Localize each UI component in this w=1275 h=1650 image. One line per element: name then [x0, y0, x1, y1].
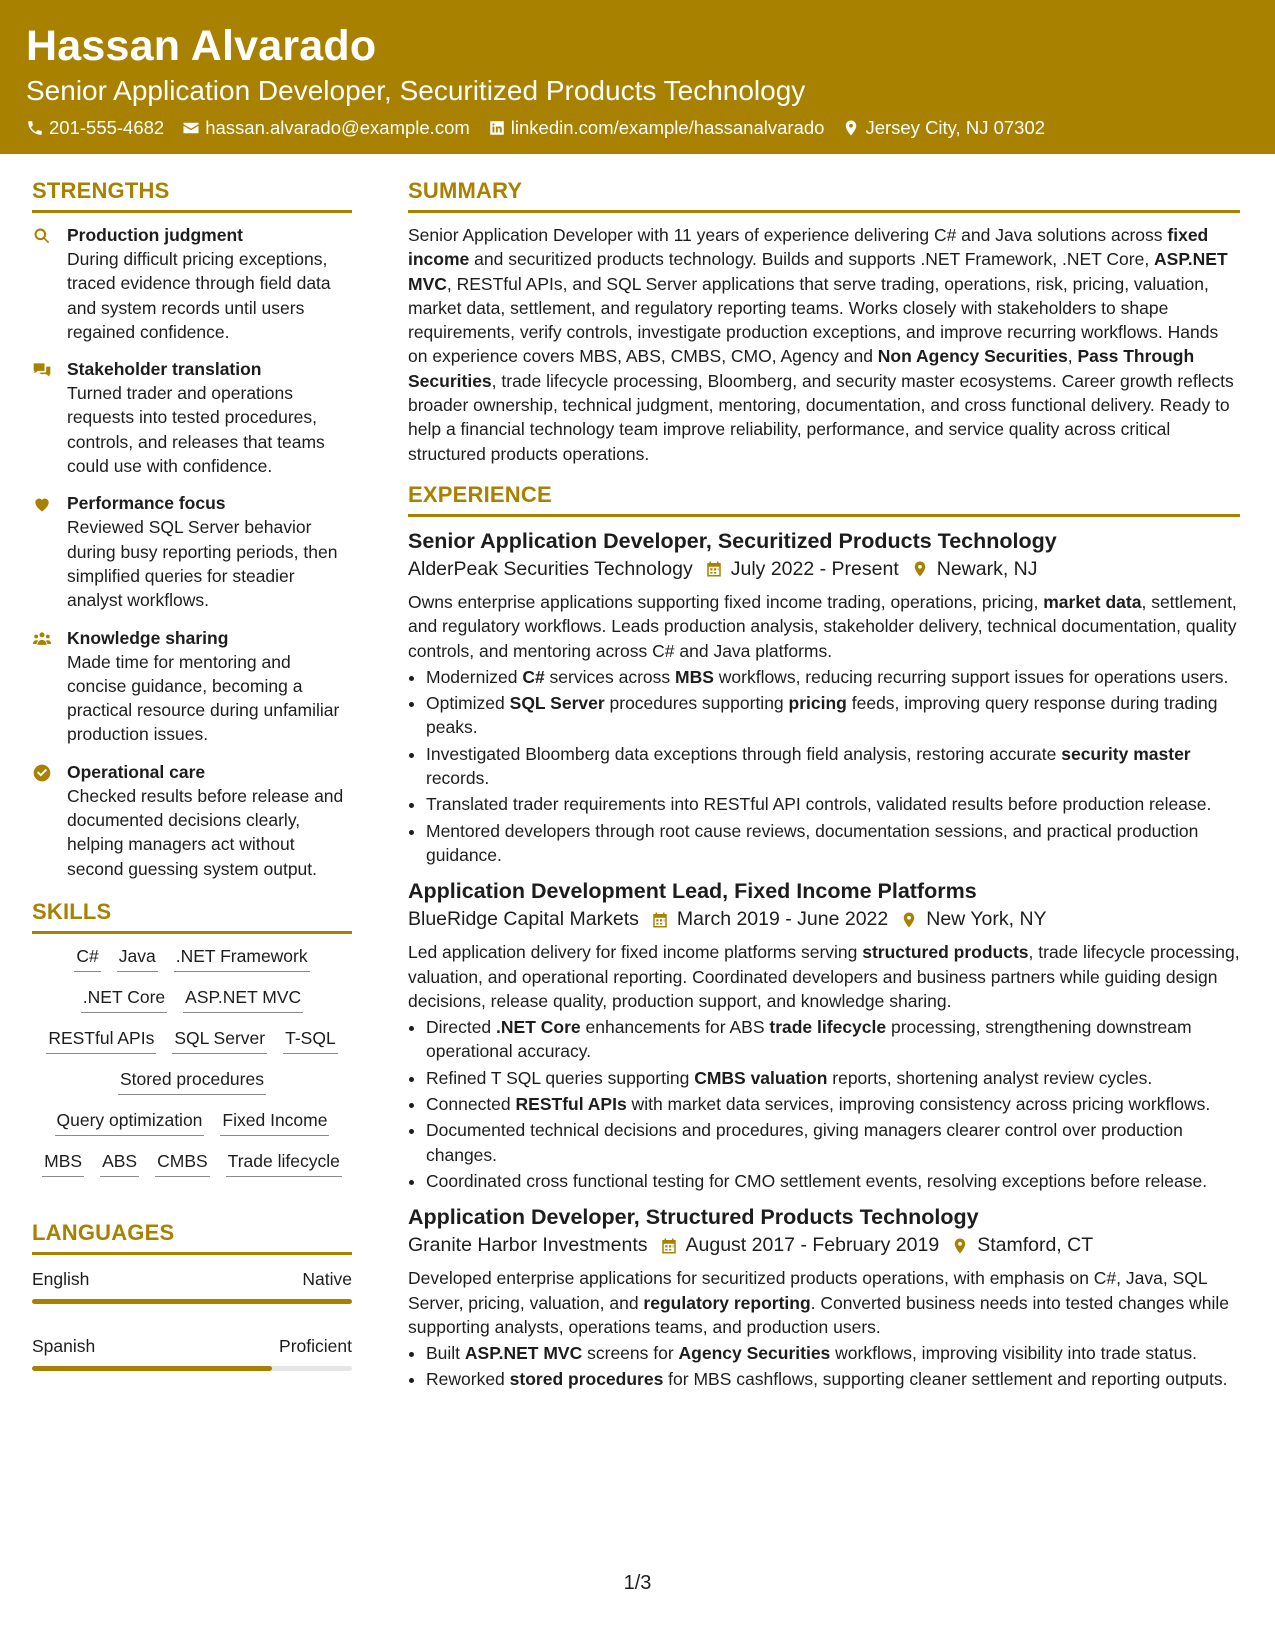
strength-item: [32, 626, 352, 747]
job-bullet: [426, 1092, 1240, 1116]
strength-desc: During difficult pricing exceptions, traced evidence through field data and system records until users regained confidence.: [67, 249, 331, 342]
skill-tag: RESTful APIs: [46, 1026, 156, 1054]
skill-tag: Query optimization: [55, 1108, 205, 1136]
skill-tag: Fixed Income: [220, 1108, 329, 1136]
text-run: , settlement, and regulatory workflows. Leads production analysis, stakeholder delivery, technical documentation, quality controls, and mentoring across C# and Java platforms.: [408, 591, 1237, 661]
skills-heading: SKILLS: [32, 899, 352, 934]
strength-item: [32, 223, 352, 344]
contact-phone[interactable]: [26, 117, 164, 139]
text-run: processing, strengthening downstream operational accuracy.: [426, 1017, 1192, 1062]
text-run: , trade lifecycle processing, valuation, and operational reporting. Coordinated developers and business partners while guiding design decisions, release quality, production support, and knowledge sharing.: [408, 942, 1240, 1011]
job-title: Senior Application Developer, Securitized Products Technology: [408, 528, 1057, 553]
text-run: enhancements for ABS: [580, 1017, 770, 1038]
contact-linkedin[interactable]: [488, 117, 825, 139]
job-company: BlueRidge Capital Markets: [408, 908, 639, 931]
calendar-icon: [660, 1237, 678, 1255]
skill-row: [32, 1108, 352, 1136]
job-bullet: [426, 1367, 1240, 1391]
text-run: Developed enterprise applications for securitized products operations, with emphasis on C#, Java, SQL Server, pricing, valuation, and: [408, 1268, 1207, 1313]
job-bullet: [426, 819, 1240, 868]
strength-item: [32, 491, 352, 612]
text-run: reports, shortening analyst review cycles.: [827, 1067, 1153, 1088]
email-text: hassan.alvarado@example.com: [205, 117, 470, 138]
strengths-list: [32, 223, 352, 881]
text-run: Documented technical decisions and procedures, giving managers clearer control over production changes.: [426, 1120, 1183, 1165]
experience-heading: EXPERIENCE: [408, 482, 1240, 517]
job-bullet: [426, 1341, 1240, 1365]
bold-text: stored procedures: [509, 1369, 664, 1390]
strength-body: [67, 760, 352, 881]
language-proficiency-bar: [32, 1299, 352, 1304]
map-pin-icon: [951, 1237, 969, 1255]
job-description: [408, 1266, 1240, 1339]
job-title: Application Development Lead, Fixed Income Platforms: [408, 879, 977, 904]
bold-text: MBS: [675, 666, 714, 687]
job-dates-text: August 2017 - February 2019: [685, 1234, 940, 1257]
text-run: . Converted business needs into tested changes while supporting analysts, operations teams, and production users.: [408, 1292, 1229, 1337]
contact-email[interactable]: [182, 117, 470, 139]
bold-text: CMBS valuation: [694, 1067, 828, 1088]
strength-desc: Checked results before release and documented decisions clearly, helping managers act without second guessing system output.: [67, 785, 344, 879]
skill-tag: Java: [117, 944, 158, 972]
job-meta: [408, 558, 1240, 581]
skill-tag: C#: [74, 944, 100, 972]
skill-tag: ASP.NET MVC: [183, 985, 303, 1013]
language-name: English: [32, 1268, 90, 1289]
job-bullet: [426, 792, 1240, 816]
skill-tag: T-SQL: [283, 1026, 338, 1054]
job-title: Application Developer, Structured Products Technology: [408, 1205, 979, 1230]
text-run: Owns enterprise applications supporting fixed income trading, operations, pricing,: [408, 591, 1044, 612]
language-proficiency-fill: [32, 1299, 352, 1304]
text-run: workflows, reducing recurring support issues for operations users.: [713, 666, 1229, 687]
job-meta: [408, 908, 1240, 931]
search-icon: [32, 223, 54, 344]
page-number: 1/3: [623, 1572, 652, 1594]
strength-item: [32, 760, 352, 881]
skill-tag: Trade lifecycle: [226, 1149, 342, 1177]
text-run: Connected: [426, 1094, 516, 1115]
bold-text: fixed income: [408, 225, 1209, 270]
job-bullet: [426, 1015, 1240, 1064]
strength-desc: Made time for mentoring and concise guidance, becoming a practical resource during unfamiliar production issues.: [67, 651, 340, 745]
phone-icon: [26, 119, 44, 137]
job-bullets: [408, 1015, 1240, 1193]
heart-icon: [32, 491, 54, 612]
text-run: and securitized products technology. Builds and supports .NET Framework, .NET Core,: [469, 249, 1155, 270]
text-run: services across: [544, 666, 675, 687]
job-bullet: [426, 665, 1240, 689]
bold-text: ASP.NET MVC: [408, 249, 1228, 294]
bold-text: Agency Securities: [678, 1343, 831, 1364]
text-run: , RESTful APIs, and SQL Server applications that serve trading, operations, risk, pricing, valuation, market data, settlement, and regulatory reporting teams. Works closely with stakeholders to shape requirements, verify controls, investigate production exceptions, and improve recurring workflows. Hands on experience covers MBS, ABS, CMBS, CMO, Agency and: [408, 273, 1219, 367]
text-run: Led application delivery for fixed income platforms serving: [408, 942, 863, 963]
text-run: Refined T SQL queries supporting: [426, 1067, 695, 1088]
phone-text: 201-555-4682: [49, 117, 165, 138]
text-run: Investigated Bloomberg data exceptions through field analysis, restoring accurate: [426, 743, 1062, 764]
linkedin-text: linkedin.com/example/hassanalvarado: [510, 117, 825, 138]
language-name: Spanish: [32, 1335, 96, 1356]
skill-row: [32, 985, 352, 1013]
job-location: [900, 908, 1046, 931]
job-dates: [651, 908, 888, 931]
text-run: ,: [1067, 346, 1078, 367]
candidate-title: Senior Application Developer, Securitized Products Technology: [26, 75, 806, 106]
bold-text: security master: [1061, 743, 1191, 764]
text-run: Reworked: [426, 1369, 510, 1390]
bold-text: market data: [1043, 591, 1142, 612]
skill-tag: Stored procedures: [118, 1067, 266, 1095]
bold-text: Non Agency Securities: [877, 346, 1068, 367]
bold-text: pricing: [788, 693, 847, 714]
location-text: Jersey City, NJ 07302: [865, 117, 1046, 138]
text-run: Mentored developers through root cause reviews, documentation sessions, and practical production guidance.: [426, 820, 1199, 865]
text-run: for MBS cashflows, supporting cleaner settlement and reporting outputs.: [663, 1369, 1228, 1390]
skill-row: [32, 1067, 352, 1095]
text-run: records.: [426, 768, 490, 789]
bold-text: Pass Through Securities: [408, 346, 1195, 391]
map-pin-icon: [900, 911, 918, 929]
text-run: Modernized: [426, 666, 523, 687]
text-run: with market data services, improving consistency across pricing workflows.: [626, 1094, 1211, 1115]
experience-list: [408, 529, 1240, 1392]
job-bullet: [426, 1169, 1240, 1193]
job-location: [951, 1234, 1093, 1257]
skill-tag: .NET Core: [81, 985, 167, 1013]
skill-tag: ABS: [100, 1149, 139, 1177]
bold-text: SQL Server: [509, 693, 605, 714]
job-bullet: [426, 742, 1240, 791]
strength-title: Knowledge sharing: [67, 627, 229, 648]
text-run: , trade lifecycle processing, Bloomberg, and security master ecosystems. Career growth reflects broader ownership, technical judgment, mentoring, documentation, and cross functional delivery. Ready to help a financial technology team improve reliability, performance, and service quality across critical structured products operations.: [408, 370, 1234, 464]
text-run: workflows, improving visibility into trade status.: [830, 1343, 1197, 1364]
strength-title: Performance focus: [67, 493, 226, 514]
job-location-text: Stamford, CT: [977, 1234, 1094, 1257]
language-proficiency-bar: [32, 1366, 352, 1371]
skill-row: [32, 1026, 352, 1054]
job-bullet: [426, 691, 1240, 740]
bold-text: structured products: [862, 942, 1029, 963]
strength-title: Production judgment: [67, 225, 243, 245]
languages-list: [32, 1269, 352, 1371]
calendar-icon: [705, 560, 723, 578]
job-description: [408, 590, 1240, 663]
check-circle-icon: [32, 760, 54, 881]
chat-icon: [32, 357, 54, 478]
job-meta: [408, 1234, 1240, 1257]
job-location: [911, 558, 1038, 581]
language-proficiency-fill: [32, 1366, 272, 1371]
job-dates-text: March 2019 - June 2022: [676, 908, 889, 931]
contact-bar: [26, 117, 1045, 139]
job-location-text: Newark, NJ: [936, 557, 1038, 580]
strength-body: [67, 491, 352, 612]
job-bullet: [426, 1118, 1240, 1167]
language-level: Proficient: [279, 1335, 352, 1356]
language-row: [32, 1269, 352, 1290]
text-run: Coordinated cross functional testing for CMO settlement events, resolving exceptions before release.: [426, 1170, 1208, 1191]
job-bullet: [426, 1066, 1240, 1090]
contact-location: [842, 117, 1045, 139]
job-company: AlderPeak Securities Technology: [408, 557, 693, 580]
job-dates: [660, 1234, 940, 1257]
text-run: Optimized: [426, 693, 510, 714]
strength-title: Operational care: [67, 761, 206, 782]
bold-text: ASP.NET MVC: [464, 1343, 583, 1364]
text-run: Directed: [426, 1017, 497, 1038]
text-run: procedures supporting: [604, 693, 789, 714]
map-pin-icon: [842, 119, 860, 137]
job-location-text: New York, NY: [926, 908, 1047, 931]
right-column: [408, 178, 1240, 1394]
bold-text: regulatory reporting: [643, 1292, 811, 1313]
job-entry: [408, 879, 1240, 1193]
bold-text: C#: [522, 666, 545, 687]
text-run: screens for: [582, 1343, 679, 1364]
summary-heading: SUMMARY: [408, 178, 1240, 213]
skills-list: [32, 944, 352, 1220]
strengths-heading: STRENGTHS: [32, 178, 352, 213]
bold-text: trade lifecycle: [769, 1017, 887, 1038]
summary-text: [408, 223, 1240, 466]
left-column: [32, 178, 352, 1403]
map-pin-icon: [911, 560, 929, 578]
job-entry: [408, 1205, 1240, 1391]
language-level: Native: [302, 1268, 352, 1289]
job-company: Granite Harbor Investments: [408, 1234, 648, 1257]
skill-row: [32, 944, 352, 972]
strength-body: [67, 223, 352, 344]
job-bullets: [408, 665, 1240, 867]
strength-desc: Turned trader and operations requests into tested procedures, controls, and releases that teams could use with confidence.: [67, 383, 325, 477]
text-run: Translated trader requirements into RESTful API controls, validated results before production release.: [426, 794, 1212, 815]
skill-tag: MBS: [42, 1149, 84, 1177]
users-icon: [32, 626, 54, 747]
calendar-icon: [651, 911, 669, 929]
resume-header: [0, 0, 1275, 154]
skill-tag: CMBS: [155, 1149, 210, 1177]
text-run: Senior Application Developer with 11 years of experience delivering C# and Java solutions across: [408, 225, 1168, 245]
text-run: Built: [426, 1343, 465, 1364]
job-dates-text: July 2022 - Present: [730, 557, 899, 580]
strength-item: [32, 357, 352, 478]
strength-title: Stakeholder translation: [67, 359, 262, 380]
linkedin-icon: [488, 119, 506, 137]
skill-tag: .NET Framework: [174, 944, 310, 972]
job-entry: [408, 529, 1240, 867]
job-dates: [705, 558, 899, 581]
strength-body: [67, 626, 352, 747]
job-description: [408, 940, 1240, 1013]
language-row: [32, 1336, 352, 1357]
strength-desc: Reviewed SQL Server behavior during busy reporting periods, then simplified queries for steadier analyst workflows.: [67, 517, 338, 611]
text-run: feeds, improving query response during trading peaks.: [426, 693, 1218, 738]
skill-tag: SQL Server: [172, 1026, 267, 1054]
skill-row: [32, 1149, 352, 1177]
languages-heading: LANGUAGES: [32, 1220, 352, 1255]
bold-text: RESTful APIs: [515, 1094, 627, 1115]
strength-body: [67, 357, 352, 478]
candidate-name: Hassan Alvarado: [26, 22, 377, 70]
bold-text: .NET Core: [496, 1017, 581, 1038]
envelope-icon: [182, 119, 200, 137]
job-bullets: [408, 1341, 1240, 1392]
